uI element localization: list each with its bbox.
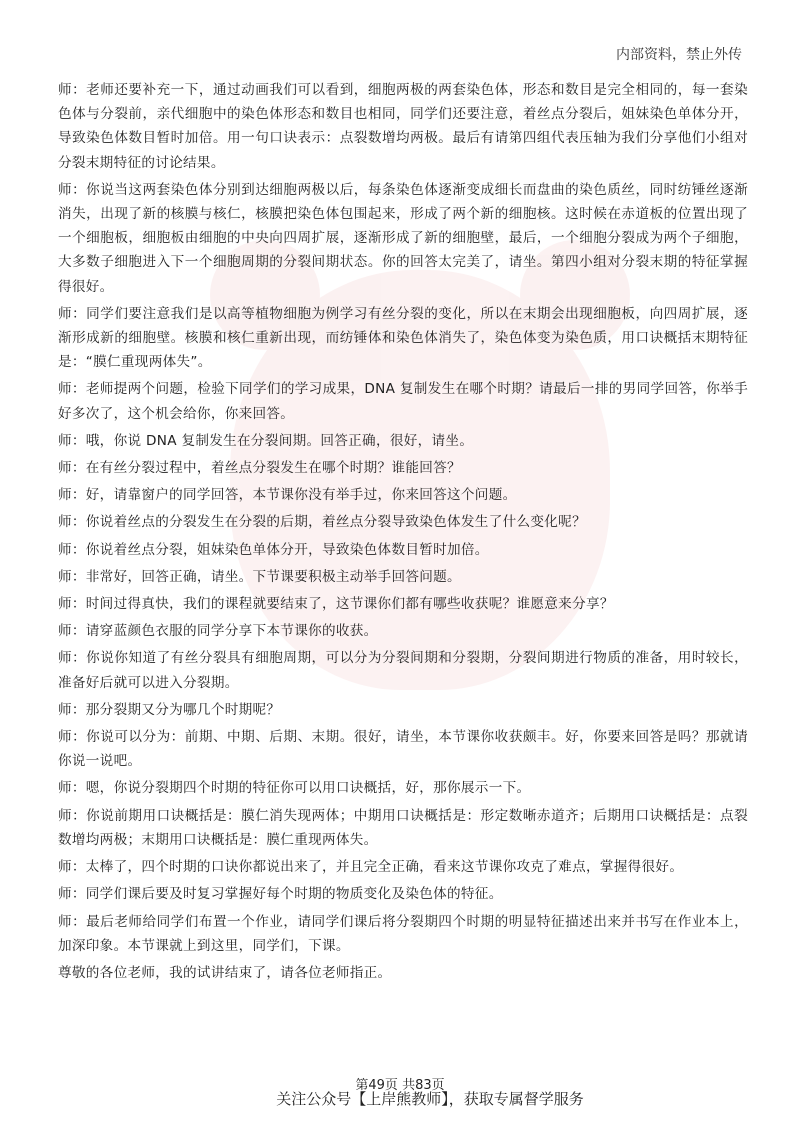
paragraph: 师：老师提两个问题，检验下同学们的学习成果，DNA 复制发生在哪个时期？请最后一排的男同学回答，你举手好多次了，这个机会给你，你来回答。 (58, 381, 748, 422)
paragraph: 师：你说着丝点的分裂发生在分裂的后期，着丝点分裂导致染色体发生了什么变化呢？ (58, 514, 586, 531)
paragraph: 师：同学们要注意我们是以高等植物细胞为例学习有丝分裂的变化，所以在末期会出现细胞板，向四周扩展，逐渐形成新的细胞壁。核膜和核仁重新出现，而纺锤体和染色体消失了，染色体变为染色质，用口诀概括末期特征是：“膜仁重现两体失”。 (58, 305, 748, 371)
paragraph: 师：嗯，你说分裂期四个时期的特征你可以用口诀概括，好，那你展示一下。 (58, 780, 531, 797)
paragraph: 师：你说当这两套染色体分别到达细胞两极以后，每条染色体逐渐变成细长而盘曲的染色质丝，同时纺锤丝逐渐消失，出现了新的核膜与核仁，核膜把染色体包围起来，形成了两个新的细胞核。这时候在赤道板的位置出现了一个细胞板，细胞板由细胞的中央向四周扩展，逐渐形成了新的细胞壁，最后，一个细胞分裂成为两个子细胞，大多数子细胞进入下一个细胞周期的分裂间期状态。你的回答太完美了，请坐。第四小组对分裂末期的特征掌握得很好。 (58, 181, 748, 295)
paragraph: 师：请穿蓝颜色衣服的同学分享下本节课你的收获。 (58, 623, 378, 640)
paragraph: 师：你说前期用口诀概括是：膜仁消失现两体；中期用口诀概括是：形定数晰赤道齐；后期用口诀概括是：点裂数增均两极；末期用口诀概括是：膜仁重现两体失。 (58, 807, 748, 848)
paragraph: 师：你说可以分为：前期、中期、后期、末期。很好，请坐，本节课你收获颇丰。好，你要来回答是吗？那就请你说一说吧。 (58, 729, 748, 770)
paragraph: 师：非常好，回答正确，请坐。下节课要积极主动举手回答问题。 (58, 568, 461, 585)
paragraph: 师：你说你知道了有丝分裂具有细胞周期，可以分为分裂间期和分裂期，分裂间期进行物质的准备，用时较长，准备好后就可以进入分裂期。 (58, 650, 748, 691)
paragraph: 师：老师还要补充一下，通过动画我们可以看到，细胞两极的两套染色体，形态和数目是完全相同的，每一套染色体与分裂前，亲代细胞中的染色体形态和数目也相同，同学们还要注意，着丝点分裂后，姐妹染色单体分开，导致染色体数目暂时加倍。用一句口诀表示：点裂数增均两极。最后有请第四组代表压轴为我们分享他们小组对分裂末期特征的讨论结果。 (58, 82, 748, 171)
paragraph: 师：哦，你说 DNA 复制发生在分裂间期。回答正确，很好，请坐。 (58, 432, 474, 449)
paragraph: 师：你说着丝点分裂，姐妹染色单体分开，导致染色体数目暂时加倍。 (58, 541, 489, 558)
footer-promo: 关注公众号【上岸熊教师】，获取专属督学服务 (276, 1090, 584, 1108)
paragraph: 师：好，请靠窗户的同学回答，本节课你没有举手过，你来回答这个问题。 (58, 487, 517, 504)
confidential-note: 内部资料，禁止外传 (616, 47, 742, 63)
document-body (58, 78, 748, 988)
paragraph: 师：同学们课后要及时复习掌握好每个时期的物质变化及染色体的特征。 (58, 886, 503, 903)
paragraph: 师：在有丝分裂过程中，着丝点分裂发生在哪个时期？谁能回答？ (58, 460, 461, 477)
paragraph: 尊敬的各位老师，我的试讲结束了，请各位老师指正。 (58, 964, 392, 981)
paragraph: 师：最后老师给同学们布置一个作业，请同学们课后将分裂期四个时期的明显特征描述出来并书写在作业本上，加深印象。本节课就上到这里，同学们，下课。 (58, 913, 748, 954)
paragraph: 师：太棒了，四个时期的口诀你都说出来了，并且完全正确，看来这节课你攻克了难点，掌握得很好。 (58, 859, 684, 876)
paragraph: 师：那分裂期又分为哪几个时期呢？ (58, 701, 281, 718)
page-number: 第49页 共83页 (355, 1078, 445, 1093)
paragraph: 师：时间过得真快，我们的课程就要结束了，这节课你们都有哪些收获呢？谁愿意来分享？ (58, 596, 614, 613)
